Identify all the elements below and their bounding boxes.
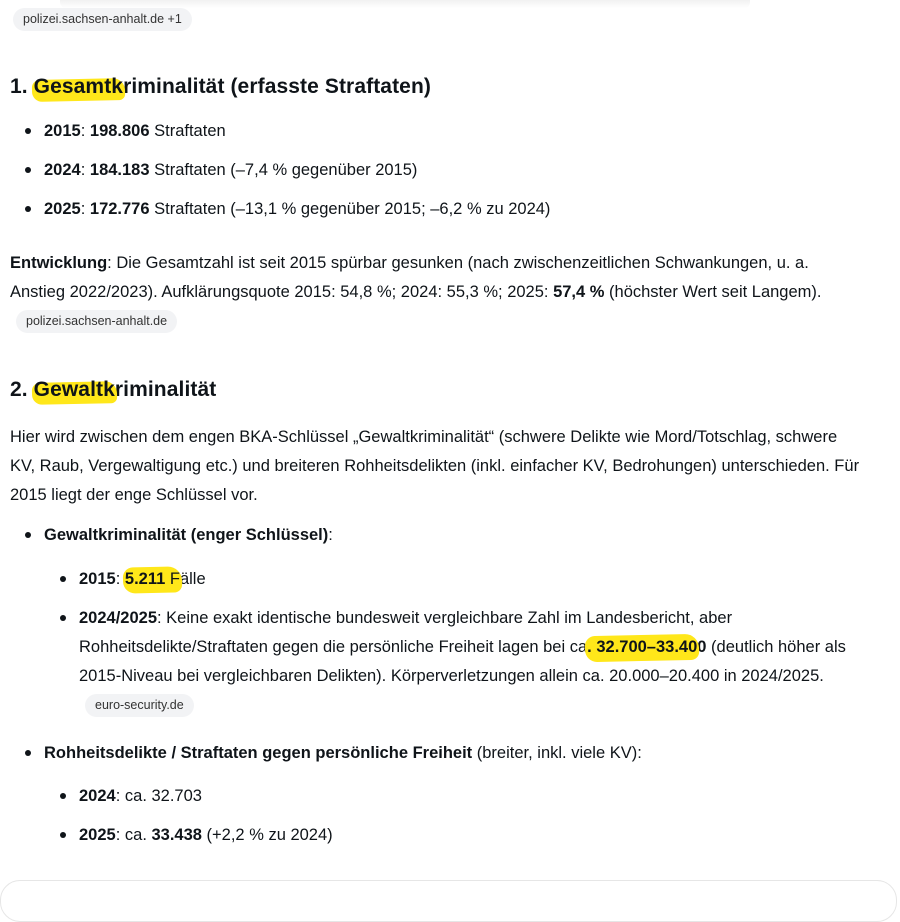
- list-item: 2025: 172.776 Straftaten (–13,1 % gegenüber 2015; –6,2 % zu 2024): [44, 195, 550, 224]
- source-chip-top[interactable]: polizei.sachsen-anhalt.de +1: [13, 8, 192, 31]
- highlight-mark: 5.211 F: [125, 565, 180, 594]
- source-chip[interactable]: polizei.sachsen-anhalt.de: [16, 310, 177, 333]
- source-chip[interactable]: euro-security.de: [85, 694, 194, 717]
- intro-paragraph: Hier wird zwischen dem engen BKA-Schlüssel „Gewaltkriminalität“ (schwere Delikte wie Mord/Totschlag, schwere KV, Raub, Vergewaltigung etc.) und breiteren Rohheitsdelikten (inkl. einfacher KV, Bedrohungen) unterschieden. Für 2015 liegt der enge Schlüssel vor.: [10, 428, 860, 504]
- list-item: 2024: 184.183 Straftaten (–7,4 % gegenüber 2015): [44, 156, 417, 185]
- highlight-mark: . 32.700–33.40: [587, 633, 697, 662]
- list-item: Rohheitsdelikte / Straftaten gegen persönliche Freiheit (breiter, inkl. viele KV):: [44, 739, 642, 768]
- list-item: 2015: 5.211 Fälle: [79, 565, 206, 594]
- section-heading-gesamtkriminalitaet: 1. Gesamtkriminalität (erfasste Straftaten): [10, 73, 431, 101]
- chat-input-bar[interactable]: [0, 880, 897, 922]
- list-item: 2015: 198.806 Straftaten: [44, 117, 226, 146]
- list-item: 2024: ca. 32.703: [79, 782, 202, 811]
- list-item: 2025: ca. 33.438 (+2,2 % zu 2024): [79, 821, 333, 850]
- list-item: 2024/2025: Keine exakt identische bundesweit vergleichbare Zahl im Landesbericht, aber Rohheitsdelikte/Straftaten gegen die persönliche Freiheit lagen bei ca. 32.700–33.400 (deutlich höher als 2015-Niveau bei vergleichbaren Delikten). Körperverletzungen allein ca. 20.000–20.400 in 2024/2025.euro-security.de: [79, 604, 869, 720]
- previous-card-edge: [60, 0, 750, 8]
- highlight-mark: Gewaltk: [34, 376, 115, 404]
- section-heading-gewaltkriminalitaet: 2. Gewaltkriminalität: [10, 376, 216, 404]
- development-paragraph: Entwicklung: Die Gesamtzahl ist seit 2015 spürbar gesunken (nach zwischenzeitlichen Schwankungen, u. a. Anstieg 2022/2023). Aufklärungsquote 2015: 54,8 %; 2024: 55,3 %; 2025: 57,4 % (höchster Wert seit Langem).polizei.sachsen-anhalt.de: [10, 249, 860, 336]
- highlight-mark: Gesamtk: [34, 73, 123, 101]
- list-item: Gewaltkriminalität (enger Schlüssel):: [44, 521, 333, 550]
